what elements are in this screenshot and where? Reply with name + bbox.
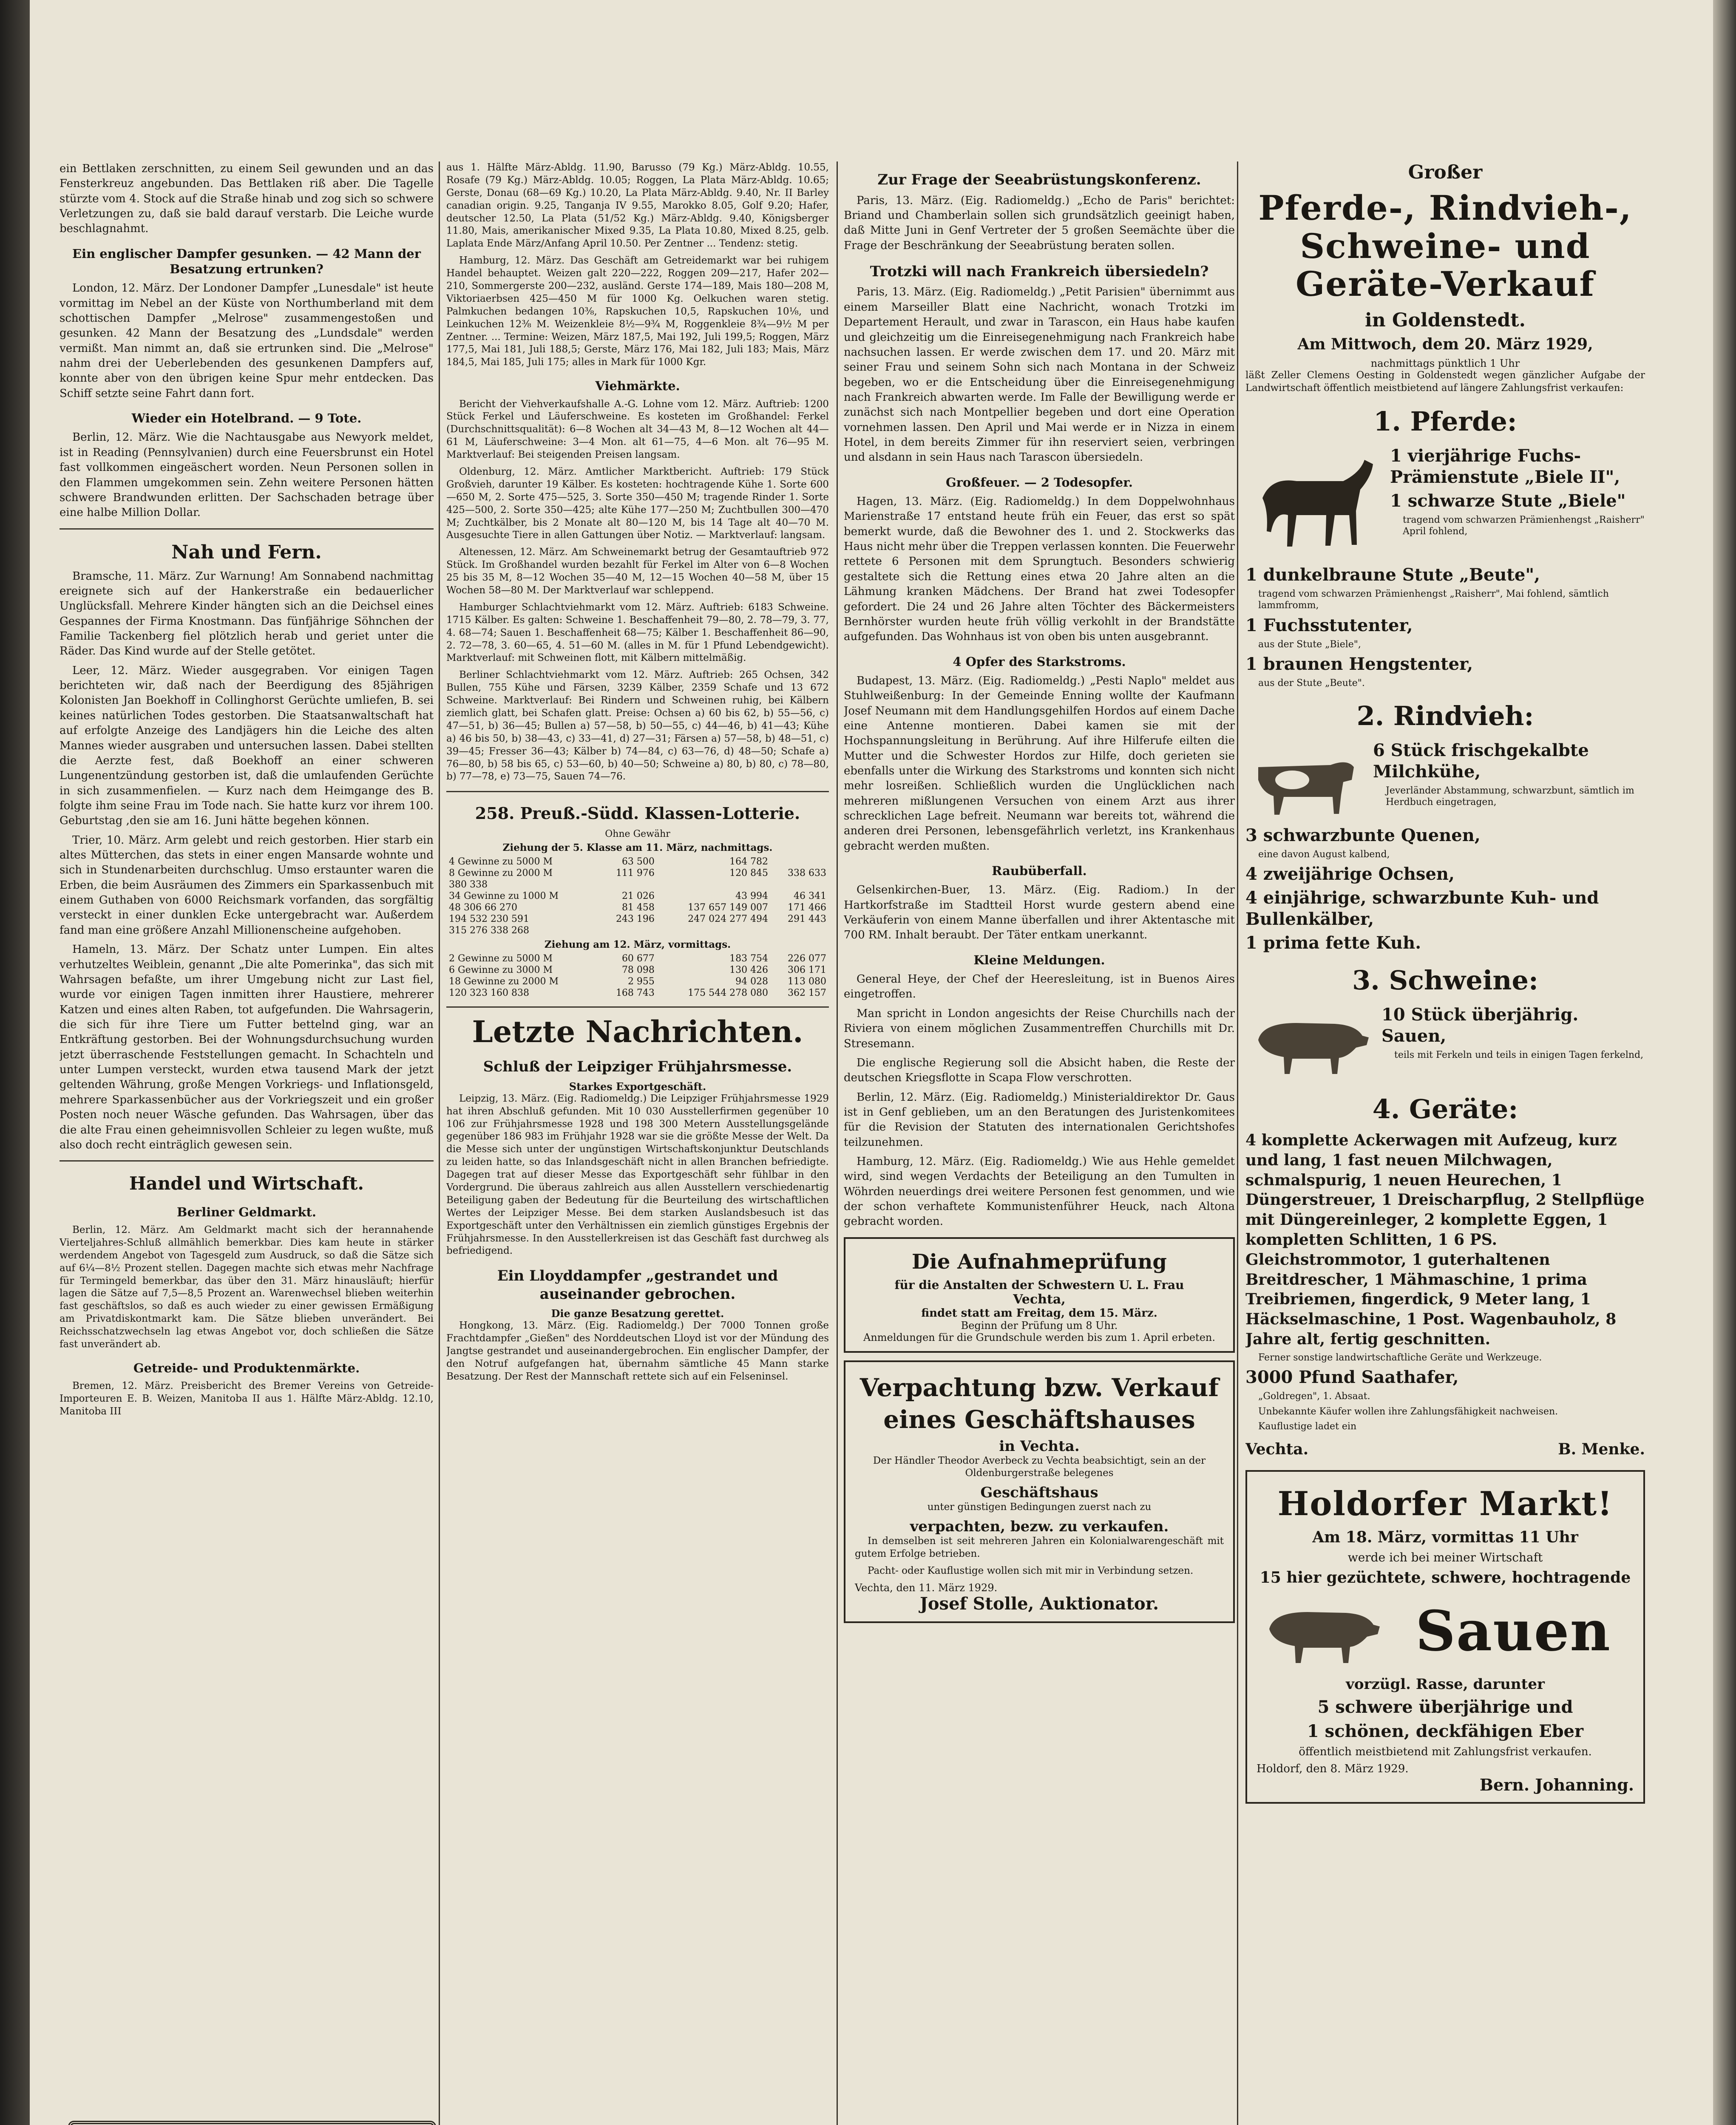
lotterie-cell [657,879,771,890]
item-pferd-2-note: tragend vom schwarzen Prämienhengst „Raisherr" April fohlend, [1403,514,1645,537]
ad-verpachtung-text-4: Pacht- oder Kauflustige wollen sich mit mir in Verbindung setzen. [868,1565,1194,1576]
lotterie-row [446,953,829,964]
lotterie-cell: 8 Gewinne zu 2000 M [449,867,553,878]
lotterie-cell: 338 633 [788,867,826,878]
headline-seeabruestung: Zur Frage der Seeabrüstungskonferenz. [877,171,1201,188]
lotterie-cell: 362 157 [788,987,826,998]
article-seeabruestung: Paris, 13. März. (Eig. Radiomeldg.) „Echo de Paris" berichtet: Briand und Chamberlain sollen sich grundsätzlich geeinigt haben, daß Mitte Juni in Genf Vertreter der 5 großen Seemächte über die Frage der Beschränkung der Seeabrüstung beraten sollen. [844,194,1235,252]
ad-auction-pre: Großer [1408,162,1483,183]
section-letzte-nachrichten: Letzte Nachrichten. [472,1014,803,1049]
column-2 [446,162,829,2125]
item-rind-4: 4 einjährige, schwarzbunte Kuh- und Bullenkälber, [1245,888,1599,929]
article-scapa-flow: Die englische Regierung soll die Absicht haben, die Reste der deutschen Kriegsflotte in Scapa Flow verschrotten. [844,1056,1235,1085]
holdorf-line-7: öffentlich meistbietend mit Zahlungsfrist verkaufen. [1299,1745,1592,1759]
ad-aufnahme-time: Beginn der Prüfung um 8 Uhr. [961,1319,1118,1332]
lotterie-cell: 171 466 [788,902,826,913]
lotterie-row [446,902,829,913]
item-pferd-4: 1 Fuchsstutenter, [1245,615,1413,635]
lotterie-table-1 [446,856,829,936]
item-pferd-3-note: tragend vom schwarzen Prämienhengst „Raisherr", Mai fohlend, sämtlich lammfromm, [1258,588,1609,611]
holdorf-sauen: Sauen [1415,1598,1611,1664]
ad-holdorfer-markt [1245,1470,1645,1804]
headline-leipzig: Schluß der Leipziger Frühjahrsmesse. [483,1058,792,1076]
article-trier: Trier, 10. März. Arm gelebt und reich gestorben. Hier starb ein altes Mütterchen, das stets in einer engen Mansarde wohnte und sich in Stundenarbeiten durchschlug. Umso erstaunter waren die Erben, die beim Ausräumen des Zimmers ein Sparkassenbuch mit einem Guthaben von 6000 Reichsmark vorfanden, das sorgfältig versteckt in einer dunklen Ecke untergebracht war. Außerdem fand man eine größere Anzahl Millionenscheine aufgehoben. [60,833,434,937]
lotterie-row [446,879,829,890]
lotterie-row [446,867,829,879]
holdorf-date: Am 18. März, vormittas 11 Uhr [1312,1528,1578,1547]
lotterie-note: Ohne Gewähr [605,828,670,839]
article-raub: Gelsenkirchen-Buer, 13. März. (Eig. Radiom.) In der Hartkorfstraße im Stadtteil Horst wurde gestern abend eine Verkäuferin von einem Manne überfallen und ihrer Aktentasche mit 700 RM. Inhalt beraubt. Der Täter entkam unerkannt. [844,884,1235,942]
item-pferd-3: 1 dunkelbraune Stute „Beute", [1245,564,1540,585]
lotterie-row [446,856,829,867]
article-geldmarkt: Berlin, 12. März. Am Geldmarkt macht sich der herannahende Vierteljahres-Schluß allmählich bemerkbar. Dies kam heute in stärker werdendem Angebot von Tagesgeld zum Ausdruck, so daß die Sätze sich auf 6¼—8½ Prozent stellen. Dagegen machte sich etwas mehr Nachfrage für Termingeld bemerkbar, das über den 31. März hinausläuft; hierfür lagen die Sätze auf 7,5—8,5 Prozent an. Warenwechsel blieben weiterhin fast geschäftslos, so daß es auch wieder zu einer gewissen Ermäßigung am Privatdiskontmarkt kam. Die Sätze blieben unverändert. Bei Reichsschatzwechseln lag etwas Angebot vor, doch schließen die Sätze fast unverändert ab. [60,1224,434,1350]
pig-icon [1245,1006,1373,1078]
lotterie-cell: 137 657 149 007 [688,902,769,913]
headline-trotzki: Trotzki will nach Frankreich übersiedeln? [870,263,1209,280]
article-leer: Leer, 12. März. Wieder ausgegraben. Vor einigen Tagen berichteten wir, daß nach der Beerdigung des 85jährigen Kolonisten Jan Boekhoff in Collinghorst Gerüchte umliefen, B. sei keines natürlichen Todes gestorben. Die Staatsanwaltschaft hat auf erfolgte Anzeige des Landjägers hin die Leiche des alten Mannes wieder ausgraben und untersuchen lassen. Dabei stellten die Aerzte fest, daß Boekhoff an einer schweren Lungenentzündung gestorben ist, daß die umlaufenden Gerüchte in sich zusammenfielen. — Kurz nach dem Heimgange des B. folgte ihm seine Frau im Tode nach. Sie hatte kurz vor ihrem 100. Geburtstag ,den sie am 16. Juni hätte begehen können. [60,664,434,827]
page-edge-right [1713,0,1736,2125]
ad-aufnahme-note: Anmeldungen für die Grundschule werden bis zum 1. April erbeten. [863,1331,1215,1343]
lotterie-cell: 120 323 160 838 [449,987,529,998]
lotterie-cell: 21 026 [621,890,655,901]
subheadline-export: Starkes Exportgeschäft. [569,1080,706,1093]
dujardin-ad [68,2121,436,2125]
article-gaus: Berlin, 12. März. (Eig. Radiomeldg.) Ministerialdirektor Dr. Gaus ist in Genf geblieben, um an den Beratungen des Juristenkomitees für die Revision der Statuten des internationalen Gerichtshofes teilzunehmen. [844,1091,1235,1149]
holdorf-line-4: vorzügl. Rasse, darunter [1346,1676,1545,1693]
lotterie-cell [657,925,771,936]
horse-icon [1245,447,1381,558]
lotterie-row [446,987,829,999]
ad-aufnahme-date: findet statt am Freitag, dem 15. März. [921,1306,1157,1320]
ad-verpachtung-place: in Vechta. [999,1437,1080,1455]
ad-auction-invite: Kauflustige ladet ein [1258,1421,1357,1432]
lotterie-cell: 306 171 [788,964,826,975]
lotterie-cell: 194 532 230 591 [449,913,529,924]
lotterie-cell: 18 Gewinne zu 2000 M [449,976,559,987]
item-pferd-5-note: aus der Stute „Beute". [1258,678,1365,689]
item-rind-3: 4 zweijährige Ochsen, [1245,864,1455,884]
ad-aufnahmepruefung [844,1237,1235,1353]
column-rule [1237,162,1238,2125]
ad-auction-signature: B. Menke. [1558,1440,1645,1458]
headline-dampfer: Ein englischer Dampfer gesunken. — 42 Mann der Besatzung ertrunken? [72,246,421,277]
lotterie-cell: 247 024 277 494 [688,913,769,924]
headline-geldmarkt: Berliner Geldmarkt. [176,1204,317,1219]
ad-verpachtung-text-3: In demselben ist seit mehreren Jahren ein Kolonialwarengeschäft mit gutem Erfolge betrieben. [855,1536,1224,1560]
lotterie-cell [599,925,657,936]
ad-auction-date: Am Mittwoch, dem 20. März 1929, [1297,335,1593,353]
article-lloyd: Hongkong, 13. März. (Eig. Radiomeldg.) Der 7000 Tonnen große Frachtdampfer „Gießen" des Norddeutschen Lloyd ist vor der Mündung des Jangtse gestrandet und auseinandergebrochen. Ein englischer Dampfer, der den Notruf aufgefangen hat, übernahm sämtliche 45 Mann starke Besatzung. Der Rest der Mannschaft rettete sich auf ein Felseninsel. [446,1320,829,1382]
lotterie-heading-1: Ziehung der 5. Klasse am 11. März, nachmittags. [502,842,773,853]
headline-raub: Raubüberfall. [992,864,1087,878]
holdorf-line-6: 1 schönen, deckfähigen Eber [1307,1721,1584,1742]
ad-verpachtung-subtitle: eines Geschäftshauses [883,1405,1195,1434]
article-grossfeuer: Hagen, 13. März. (Eig. Radiomeldg.) In dem Doppelwohnhaus Marienstraße 17 entstand heute früh ein Feuer, das erst so spät bemerkt wurde, daß die Bewohner des 1. und 2. Stockwerks das Haus nicht mehr über die Treppen verlassen konnten. Die Feuerwehr rettete 6 Personen mit dem Sprungtuch. Besonders schwierig gestaltete sich die Rettung eines etwa 20 Jahre alten an die Lähmung kranken Mädchens. Der Brand hat zwei Todesopfer gefordert. Die 24 und 26 Jahre alten Töchter des Bäckermeisters Bernhörster wurden heute früh völlig verkohlt in der Brandstätte aufgefunden. Das Wohnhaus ist von oben bis unten ausgebrannt. [844,495,1235,643]
article-hameln: Hameln, 13. März. Der Schatz unter Lumpen. Ein altes verhutzeltes Weiblein, genannt „Die alte Pomerinka", das sich mit Wahrsagen befaßte, um ihrer Umgebung nicht zur Last fiel, wurde vor einigen Tagen inmitten ihrer Haustiere, mehrerer Katzen und eines alten Raben, tot aufgefunden. Die Wahrsagerin, die sich für ihre Tiere um Futter bettelnd ging, war an Entkräftung gestorben. Bei der Wohnungsdurchsuchung wurden jetzt überraschende Feststellungen gemacht. In Schachteln und unter Lumpen versteckt, wurden etwa tausend Mark der jetzt geltenden Währung, große Mengen Vorkriegs- und Inflationsgeld, mehrere Sparkassenbücher aus der Vorkriegszeit und ein großer Posten noch neuer Wäsche gefunden. Das Wahrsagen, über das die alte Frau einen geheimnisvollen Schleier zu legen wußte, muß also doch recht einträglich gewesen sein. [60,943,434,1151]
ad-verpachtung-action: verpachten, bezw. zu verkaufen. [910,1518,1169,1536]
ad-auction-title: Pferde-, Rindvieh-, Schweine- und Geräte-Verkauf [1258,188,1632,304]
item-geraete-2: Ferner sonstige landwirtschaftliche Geräte und Werkzeuge. [1258,1352,1542,1363]
holdorf-line-3: 15 hier gezüchtete, schwere, hochtragende [1259,1569,1631,1587]
ad-verpachtung-signature: Josef Stolle, Auktionator. [919,1593,1159,1614]
headline-getreide: Getreide- und Produktenmärkte. [133,1360,360,1375]
column-3 [844,162,1235,2125]
lotterie-cell: 120 845 [729,867,769,878]
lotterie-cell: 315 276 338 268 [449,925,529,936]
lotterie-table-2 [446,953,829,999]
lotterie-cell: 380 338 [449,879,488,890]
article-starkstrom: Budapest, 13. März. (Eig. Radiomeldg.) „Pesti Naplo" meldet aus Stuhlweißenburg: In der Gemeinde Enning wollte der Kaufmann Josef Neumann mit dem Handlungsgehilfen Hordos auf einem Dache eine Antenne montieren. Dabei kamen sie mit der Hochspannungsleitung in Berührung. Auf ihre Hilferufe eilten die Mutter und die Schwester Hordos zur Hilfe, doch gerieten sie ebenfalls unter die Wirkung des Starkstroms und konnten sich nicht mehr losreißen. Schließlich wurden die Unglücklichen nach mehreren mißlungenen Versuchen von einem Arzt aus ihrer schrecklichen Lage befreit. Neumann war bereits tot, während die anderen drei Personen, lebensgefährlich verletzt, ins Krankenhaus gebracht werden mußten. [844,674,1235,853]
pig-icon [1257,1595,1384,1667]
divider [446,1006,829,1008]
lotterie-row [446,925,829,936]
ad-auction-note: Unbekannte Käufer wollen ihre Zahlungsfähigkeit nachweisen. [1258,1406,1558,1417]
section-rindvieh: 2. Rindvieh: [1356,700,1534,731]
article-berlin-schlacht: Berliner Schlachtviehmarkt vom 12. März. Auftrieb: 265 Ochsen, 342 Bullen, 755 Kühe und Färsen, 3239 Kälber, 2359 Schafe und 13 672 Schweine. Marktverlauf: Bei Rindern und Schweinen ruhig, bei Kälbern ziemlich glatt, bei Schafen glatt. Preise: Ochsen a) 60 bis 62, b) 55—56, c) 47—51, b) 36—45; Bullen a) 57—58, b) 50—55, c) 44—46, b) 41—43; Kühe a) 46 bis 50, b) 38—43, c) 33—41, d) 27—31; Färsen a) 57—58, b) 48—51, c) 39—45; Fresser 36—43; Kälber b) 74—84, c) 63—76, d) 48—50; Schafe a) 76—80, b) 58 bis 65, c) 53—60, b) 40—50; Schweine a) 80, b) 80, c) 78—80, b) 77—78, e) 73—75, Sauen 74—76. [446,669,829,782]
article-hamburg-getreide: Hamburg, 12. März. Das Geschäft am Getreidemarkt war bei ruhigem Handel behauptet. Weizen galt 220—222, Roggen 209—217, Hafer 202—210, Sommergerste 200—232, ausländ. Gerste 174—189, Mais 180—208 M, Viktoriaerbsen 425—450 M für 1000 Kg. Oelkuchen waren stetig. Palmkuchen bedangen 10⅜, Rapskuchen 10,5, Rapskuchen 10⅛, und Leinkuchen 12⅜ M. Weizenkleie 8½—9¾ M, Roggenkleie 8¾—9½ M per Zentner. ... Termine: Weizen, März 187,5, Mai 192, Juli 199,5; Roggen, März 177,5, Mai 181, Juli 188,5; Gerste, März 176, Mai 182, Juli 183; Mais, März 184,5, Mai 185, Juli 175; alles in Mark für 1000 Kgr. [446,255,829,368]
lotterie-cell: 175 544 278 080 [688,987,769,998]
ad-aufnahme-line: für die Anstalten der Schwestern U. L. Frau [894,1278,1184,1292]
lotterie-row [446,976,829,987]
article-heye: General Heye, der Chef der Heeresleitung, ist in Buenos Aires eingetroffen. [844,973,1235,1001]
divider [446,791,829,792]
ad-verpachtung-date: Vechta, den 11. März 1929. [855,1581,998,1594]
article-woehrden: Hamburg, 12. März. (Eig. Radiomeldg.) Wie aus Hehle gemeldet wird, sind wegen Verdachts der Beteiligung an den Tumulten in Wöhrden neuerdings drei weitere Personen fest genommen, und wie der schon verhaftete Kommunistenführer Heuck, nach Altona gebracht worden. [844,1155,1235,1228]
ad-verpachtung-text-2: unter günstigen Bedingungen zuerst nach zu [927,1502,1152,1513]
article-hotel: Berlin, 12. März. Wie die Nachtausgabe aus Newyork meldet, ist in Reading (Pennsylvanien) durch eine Feuersbrunst ein Hotel fast vollkommen eingeäschert worden. Neun Personen sollen in den Flammen umgekommen sein. Zehn weitere Personen hätten schwere Brandwunden erlitten. Der Sachschaden betrage über eine halbe Million Dollar. [60,431,434,519]
lotterie-cell: 130 426 [729,964,769,975]
lotterie-cell: 46 341 [794,890,826,901]
item-saathafer: 3000 Pfund Saathafer, [1245,1367,1459,1388]
subheadline-lloyd: Die ganze Besatzung gerettet. [551,1307,724,1320]
headline-viehmaerkte: Viehmärkte. [595,379,680,394]
column-1 [60,162,434,2100]
ad-verpachtung-object: Geschäftshaus [980,1484,1098,1502]
lotterie-heading-2: Ziehung am 12. März, vormittags. [544,938,731,950]
item-rind-2-note: eine davon August kalbend, [1258,849,1390,860]
page-edge-left [0,0,30,2125]
item-rind-1-note: Jeverländer Abstammung, schwarzbunt, sämtlich im Herdbuch eingetragen, [1386,785,1634,808]
article-churchill: Man spricht in London angesichts der Reise Churchills nach der Riviera von einem möglichen Zusammentreffen Churchills mit Dr. Stresemann. [844,1007,1235,1050]
holdorf-place-date: Holdorf, den 8. März 1929. [1257,1762,1409,1776]
ad-aufnahme-place: Vechta, [1013,1292,1066,1307]
item-pferd-4-note: aus der Stute „Biele", [1258,639,1361,650]
lotterie-row [446,890,829,902]
item-pferd-5: 1 braunen Hengstenter, [1245,654,1473,674]
holdorf-line-2: werde ich bei meiner Wirtschaft [1347,1550,1543,1565]
lotterie-row [446,913,829,925]
lotterie-cell [771,879,829,890]
article-dampfer: London, 12. März. Der Londoner Dampfer „Lunesdale" ist heute vormittag im Nebel an der Küste von Northumberland mit dem schottischen Dampfer „Melrose" zusammengestoßen und gesunken. 42 Mann der Besatzung des „Lundsdale" werden vermißt. Man nimmt an, daß sie ertrunken sind. Die „Melrose" nahm drei der Ueberlebenden des gesunkenen Dampfers auf, konnte aber von den übrigen keine Spur mehr entdecken. Das Schiff setzte seine Fahrt dann fort. [60,282,434,400]
headline-grossfeuer: Großfeuer. — 2 Todesopfer. [946,475,1133,490]
section-nah-und-fern: Nah und Fern. [171,541,322,563]
lotterie-cell: 291 443 [788,913,826,924]
lotterie-cell: 60 677 [621,953,655,964]
section-geraete: 4. Geräte: [1372,1094,1518,1125]
column-4 [1245,162,1645,2125]
item-schwein-1: 10 Stück überjährig. Sauen, [1381,1005,1579,1046]
lotterie-row [446,964,829,976]
holdorf-line-5: 5 schwere überjährige und [1317,1697,1573,1717]
article-getreide: Bremen, 12. März. Preisbericht des Bremer Vereins von Getreide-Importeuren E. B. Weizen, Manitoba II aus 1. Hälfte März-Abldg. 12.10, Manitoba III [60,1380,434,1417]
lotterie-cell: 63 500 [621,856,655,867]
lotterie-cell [771,856,829,867]
item-schwein-1-note: teils mit Ferkeln und teils in einigen Tagen ferkelnd, [1394,1050,1644,1061]
ad-aufnahme-title: Die Aufnahmeprüfung [912,1250,1167,1274]
lotterie-cell: 111 976 [616,867,655,878]
article-altenessen: Altenessen, 12. März. Am Schweinemarkt betrug der Gesamtauftrieb 972 Stück. Im Großhandel wurden bezahlt für Ferkel im Alter von 6—8 Wochen 25 bis 35 M, 8—12 Wochen 35—40 M, 12—15 Wochen 40—58 M, über 15 Wochen 58—80 M. Der Marktverlauf war schleppend. [446,547,829,596]
section-schweine: 3. Schweine: [1352,965,1538,996]
article-leipzig: Leipzig, 13. März. (Eig. Radiomeldg.) Die Leipziger Frühjahrsmesse 1929 hat ihren Abschluß gefunden. Mit 10 030 Ausstellerfirmen gegenüber 10 106 zur Frühjahrsmesse 1928 und 198 300 Metern Ausstellungsgelände gegenüber 186 983 im Frühjahr 1928 war sie die größte Messe der Welt. Da die Messe sich unter der ungünstigen Wirtschaftskonjunktur Deutschlands zu leiden hatte, so das Inlandsgeschäft nicht in allen Branchen befriedigte. Dagegen trat auf dieser Messe das Exportgeschäft sehr fühlbar in den Vordergrund. Die überaus zahlreich aus allen Ausstellern verschiedenartig Beteiligung gaben der Bedeutung für die Beurteilung des wirtschaftlichen Wertes der Leipziger Messe. Bei dem starken Auslandsbesuch ist das Exportgeschäft unter den Verhältnissen ein ziemlich günstiges Ergebnis der Frühjahrsmesse. In den Ausstellerkreisen ist das Geschäft fast durchweg als befriedigend. [446,1093,829,1257]
lotterie-cell: 48 306 66 270 [449,902,517,913]
ad-auction-time: nachmittags pünktlich 1 Uhr [1370,357,1520,369]
item-pferd-2: 1 schwarze Stute „Biele" [1390,490,1626,511]
column-rule [837,162,838,2125]
article-hamburg-schlacht: Hamburger Schlachtviehmarkt vom 12. März. Auftrieb: 6183 Schweine. 1715 Kälber. Es galten: Schweine 1. Beschaffenheit 79—80, 2. 78—79, 3. 77, 4. 68—74; Sauen 1. Beschaffenheit 68—75; Kälber 1. Beschaffenheit 86—90, 2. 72—78, 3. 60—65, 4. 51—60 M. (alles in M. für 1 Pfund Lebendgewicht). Marktverlauf: mit Schweinen flott, mit Kälbern mittelmäßig. [446,601,829,664]
ad-auction-intro: läßt Zeller Clemens Oesting in Goldenstedt wegen gänzlicher Aufgabe der Landwirtschaft öffentlich meistbietend auf längere Zahlungsfrist verkaufen: [1245,369,1645,394]
lotterie-cell: 94 028 [735,976,769,987]
article-bramsche: Bramsche, 11. März. Zur Warnung! Am Sonnabend nachmittag ereignete sich auf der Hankerstraße ein bedauerlicher Unglücksfall. Mehrere Kinder hängten sich an die Deichsel eines Gespannes der Firma Knostmann. Das fünfjährige Söhnchen der Familie Tackenberg fiel plötzlich herab und geriet unter die Räder. Das Kind wurde auf der Stelle getötet. [60,570,434,658]
article-lead: ein Bettlaken zerschnitten, zu einem Seil gewunden und an das Fensterkreuz angebunden. Das Bettlaken riß aber. Die Tagelle stürzte vom 4. Stock auf die Straße hinab und zog sich so schwere Verletzungen zu, daß sie bald darauf verstarb. Die Leiche wurde beschlagnahmt. [60,162,434,235]
item-rind-2: 3 schwarzbunte Quenen, [1245,825,1481,845]
section-handel: Handel und Wirtschaft. [129,1173,364,1194]
ad-auction-place: in Goldenstedt. [1365,309,1526,331]
headline-starkstrom: 4 Opfer des Starkstroms. [953,654,1126,669]
lotterie-cell: 113 080 [788,976,826,987]
section-pferde: 1. Pferde: [1373,405,1517,437]
divider [60,528,434,530]
holdorf-signature: Bern. Johanning. [1479,1775,1634,1795]
lotterie-cell: 243 196 [616,913,655,924]
article-getreide-cont: aus 1. Hälfte März-Abldg. 11.90, Barusso (79 Kg.) März-Abldg. 10.55, Rosafe (79 Kg.) März-Abldg. 10.05; Roggen, La Plata März-Abldg. 10.65; Gerste, Donau (68—69 Kg.) 10.20, La Plata März-Abldg. 9.40, Nr. II Barley canadian origin. 9.25, Tanganja IV 9.55, Marokko 8.05, Golf 9.20; Hafer, deutscher 12.50, La Plata (51/52 Kg.) März-Abldg. 9.40, Königsberger 11.80, Mais, amerikanischer Mixed 9.35, La Plata 10.80, Mixed 8.25, gelb. Laplata Ende März/Anfang April 10.50. Per Zentner ... Tendenz: stetig. [446,162,829,249]
lotterie-cell [599,879,657,890]
divider [60,1160,434,1162]
lotterie-cell: 6 Gewinne zu 3000 M [449,964,553,975]
lotterie-cell: 226 077 [788,953,826,964]
lotterie-cell: 164 782 [729,856,769,867]
ad-verpachtung-title: Verpachtung bzw. Verkauf [859,1373,1219,1402]
lotterie-cell: 2 Gewinne zu 5000 M [449,953,553,964]
ad-auction-place-sig: Vechta. [1245,1440,1309,1458]
lotterie-cell [771,925,829,936]
lotterie-cell: 183 754 [729,953,769,964]
holdorf-title: Holdorfer Markt! [1277,1484,1613,1523]
lotterie-cell: 81 458 [621,902,655,913]
item-saathafer-note: „Goldregen", 1. Absaat. [1258,1391,1370,1402]
lotterie-cell: 78 098 [621,964,655,975]
lotterie-cell: 168 743 [616,987,655,998]
lotterie-cell: 2 955 [627,976,655,987]
lotterie-cell: 34 Gewinne zu 1000 M [449,890,559,901]
item-pferd-1: 1 vierjährige Fuchs-Prämienstute „Biele II", [1390,445,1620,487]
headline-lloyd: Ein Lloyddampfer „gestrandet und auseinander gebrochen. [497,1267,778,1303]
headline-kleine-meldungen: Kleine Meldungen. [973,952,1105,967]
headline-hotel: Wieder ein Hotelbrand. — 9 Tote. [131,411,362,426]
item-rind-5: 1 prima fette Kuh. [1245,933,1421,953]
ad-geschaeftshaus [844,1360,1235,1623]
lotterie-cell: 4 Gewinne zu 5000 M [449,856,553,867]
headline-lotterie: 258. Preuß.-Südd. Klassen-Lotterie. [475,804,800,823]
item-geraete: 4 komplette Ackerwagen mit Aufzeug, kurz und lang, 1 fast neuen Milchwagen, schmalspurig, 1 neuen Heurechen, 1 Düngerstreuer, 1 Dreischarpflug, 2 Stellpflüge mit Düngereinleger, 2 komplette Eggen, 1 kompletten Schlitten, 1 6 PS. Gleichstrommotor, 1 guterhaltenen Breitdrescher, 1 Mähmaschine, 1 prima Treibriemen, fingerdick, 9 Meter lang, 1 Häckselmaschine, 1 Post. Wagenbauholz, 8 Jahre alt, fertig geschnitten. [1245,1131,1645,1349]
item-rind-1: 6 Stück frischgekalbte Milchkühe, [1373,740,1589,782]
lotterie-cell: 43 994 [735,890,769,901]
article-oldenburg: Oldenburg, 12. März. Amtlicher Marktbericht. Auftrieb: 179 Stück Großvieh, darunter 19 Kälber. Es kosteten: hochtragende Kühe 1. Sorte 600—650 M, 2. Sorte 475—525, 3. Sorte 350—450 M; tragende Rinder 1. Sorte 425—500, 2. Sorte 350—425; alte Kühe 177—250 M; Zuchtbullen 300—470 M; Zuchtkälber, bis 2 Monate alt 80—120 M, bis 14 Tage alt 40—70 M. Ausgesuchte Tiere in allen Gattungen über Notiz. — Marktverlauf: langsam. [446,466,829,541]
article-trotzki: Paris, 13. März. (Eig. Radiomeldg.) „Petit Parisien" übernimmt aus einem Marseiller Blatt eine Nachricht, wonach Trotzki im Departement Herault, und zwar in Tarascon, ein Haus habe kaufen und gleichzeitig um die Einreisegenehmigung nach Frankreich habe nachsuchen lassen. Er werde zwischen dem 17. und 20. März mit seiner Frau und seinem Sohn sich nach Montana in der Schweiz begeben, wo er die Entscheidung über die Einreisegenehmigung nach Frankreich abwarten werde. Im Falle der Bewilligung werde er zunächst sich nach Montpellier begeben und dort eine Operation vornehmen lassen. Den April und Mai werde er in Nizza in einem Hotel, in dem bereits Zimmer für ihn reserviert seien, verbringen und alsdann in sein Haus nach Tarascon übersiedeln. [844,286,1235,464]
column-rule [439,162,440,2125]
cow-icon [1245,742,1364,818]
ad-verpachtung-text: Der Händler Theodor Averbeck zu Vechta beabsichtigt, sein an der Oldenburgerstraße belegenes [873,1455,1206,1479]
article-lohne: Bericht der Viehverkaufshalle A.-G. Lohne vom 12. März. Auftrieb: 1200 Stück Ferkel und Läuferschweine. Es kosteten im Großhandel: Ferkel (Durchschnittsqualität): 6—8 Wochen alt 34—43 M, 8—12 Wochen alt 44—61 M, Läuferschweine: 3—4 Mon. alt 61—75, 4—6 Mon. alt 76—95 M. Marktverlauf: Bei steigenden Preisen langsam. [446,398,829,461]
